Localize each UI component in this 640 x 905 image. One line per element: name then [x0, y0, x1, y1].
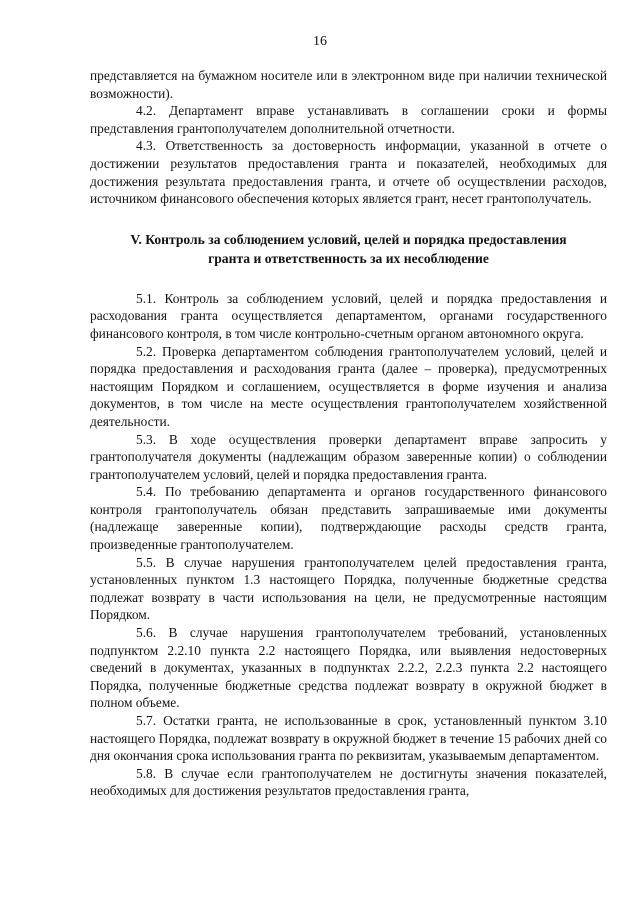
paragraph-5-5: 5.5. В случае нарушения грантополучателем целей предоставления гранта, установленных пунктом 1.3 настоящего Порядка, полученные бюджетные средства подлежат возврату в части использования на цели, не предусмотренные настоящим Порядком. [90, 554, 607, 623]
paragraph-5-8: 5.8. В случае если грантополучателем не достигнуты значения показателей, необходимых для достижения результатов предоставления гранта, [90, 765, 607, 799]
paragraph-5-2: 5.2. Проверка департаментом соблюдения грантополучателем условий, целей и порядка предоставления и расходования гранта (далее – проверка), предусмотренных настоящим Порядком и соглашением, осуществляется в форме изучения и анализа документов, в том числе на месте осуществления грантополучателем хозяйственной деятельности. [90, 343, 607, 429]
section-heading-line-1: V. Контроль за соблюдением условий, целей и порядка предоставления [130, 231, 567, 247]
section-heading-line-2: гранта и ответственность за их несоблюдение [208, 250, 489, 266]
paragraph-5-4: 5.4. По требованию департамента и органов государственного финансового контроля грантополучатель обязан представить запрашиваемые ими документы (надлежаще заверенные копии), подтверждающие расходы средств гранта, произведенные грантополучателем. [90, 484, 607, 553]
paragraph-5-1: 5.1. Контроль за соблюдением условий, целей и порядка предоставления и расходования гранта осуществляется департаментом, органами государственного финансового контроля, в том числе контрольно-счетным органом автономного округа. [90, 290, 607, 341]
section-heading [90, 230, 607, 268]
paragraph-5-7: 5.7. Остатки гранта, не использованные в срок, установленный пунктом 3.10 настоящего Порядка, подлежат возврату в окружной бюджет в течение 15 рабочих дней со дня окончания срока использования гранта по реквизитам, указываемым департаментом. [90, 713, 607, 764]
paragraph-4-2: 4.2. Департамент вправе устанавливать в соглашении сроки и формы представления грантополучателем дополнительной отчетности. [90, 103, 607, 136]
paragraph-continuation: представляется на бумажном носителе или в электронном виде при наличии технической возможности). [90, 68, 607, 101]
document-body [90, 67, 607, 800]
paragraph-5-6: 5.6. В случае нарушения грантополучателем требований, установленных подпунктом 2.2.10 пункта 2.2 настоящего Порядка, или выявления недостоверных сведений в документах, указанных в подпунктах 2.2.2, 2.2.3 пункта 2.2 настоящего Порядка, полученные бюджетные средства подлежат возврату в окружной бюджет в полном объеме. [90, 625, 607, 711]
paragraph-4-3: 4.3. Ответственность за достоверность информации, указанной в отчете о достижении результатов предоставления гранта и показателей, необходимых для достижения результата предоставления гранта, и отчете об осуществлении расходов, источником финансового обеспечения которых является грант, несет грантополучатель. [90, 138, 607, 207]
page-number: 16 [313, 34, 327, 49]
paragraph-5-3: 5.3. В ходе осуществления проверки департамент вправе запросить у грантополучателя документы (надлежащим образом заверенные копии) о соблюдении грантополучателем условий, целей и порядка предоставления гранта. [90, 431, 607, 482]
